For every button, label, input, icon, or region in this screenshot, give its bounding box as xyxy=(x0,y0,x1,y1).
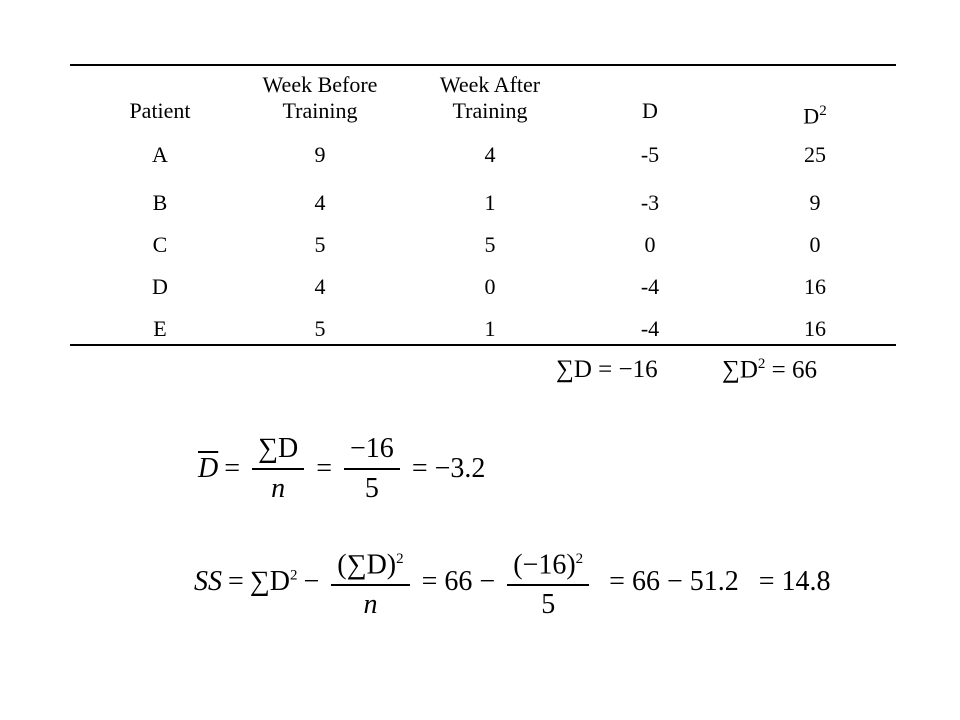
table-cell: 4 xyxy=(484,142,496,167)
mean-formula: $\overline{D}$ = $\frac{\sum D}{n}$ = $\frac{-16}{5}$ = −3.2 xyxy=(198,433,486,504)
table-cell: -5 xyxy=(640,142,660,167)
table-cell: 9 xyxy=(809,190,821,215)
header-d: D xyxy=(642,98,658,123)
table-bottom-rule xyxy=(70,344,896,346)
table-cell: 1 xyxy=(484,190,496,215)
table-cell: 5 xyxy=(314,232,326,257)
header-d-squared: $D^2$ xyxy=(803,103,827,129)
table-cell: B xyxy=(152,190,168,215)
table-cell: 4 xyxy=(314,274,326,299)
header-patient: Patient xyxy=(129,98,191,123)
header-week-before: Week Before Training xyxy=(262,72,378,123)
table-cell: 0 xyxy=(809,232,821,257)
ss-formula: SS = $\sum D^2$ − $\frac{(\sum D)^2}{n}$ = 66 − $\frac{(-16)^2}{5}$ = 66 − 51.2 = 14.8 xyxy=(194,544,837,620)
table-cell: 1 xyxy=(484,316,496,341)
table-cell: E xyxy=(153,316,167,341)
mean-fraction-2: $\frac{-16}{5}$ xyxy=(344,434,400,504)
table-cell: 25 xyxy=(804,142,826,167)
ss-fraction-1: $\frac{(\sum D)^2}{n}$ xyxy=(331,544,409,620)
table-cell: D xyxy=(152,274,168,299)
table-cell: C xyxy=(152,232,168,257)
sum-d: ∑D = −16 xyxy=(556,356,658,383)
table-top-rule xyxy=(70,64,896,66)
table-cell: 9 xyxy=(314,142,326,167)
sum-d-squared: $\sum D^2 = 66$ xyxy=(722,356,817,384)
table-cell: 0 xyxy=(484,274,496,299)
mean-fraction-1: $\frac{\sum D}{n}$ xyxy=(252,434,304,504)
table-cell: -3 xyxy=(640,190,660,215)
table-cell: 5 xyxy=(484,232,496,257)
ss-fraction-2: $\frac{(-16)^2}{5}$ xyxy=(507,544,589,620)
table-cell: 0 xyxy=(644,232,656,257)
table-cell: 4 xyxy=(314,190,326,215)
table-cell: 16 xyxy=(804,274,826,299)
table-cell: -4 xyxy=(640,274,660,299)
table-cell: A xyxy=(152,142,168,167)
table-cell: 5 xyxy=(314,316,326,341)
table-cell: 16 xyxy=(804,316,826,341)
table-cell: -4 xyxy=(640,316,660,341)
header-week-after: Week After Training xyxy=(439,72,541,123)
